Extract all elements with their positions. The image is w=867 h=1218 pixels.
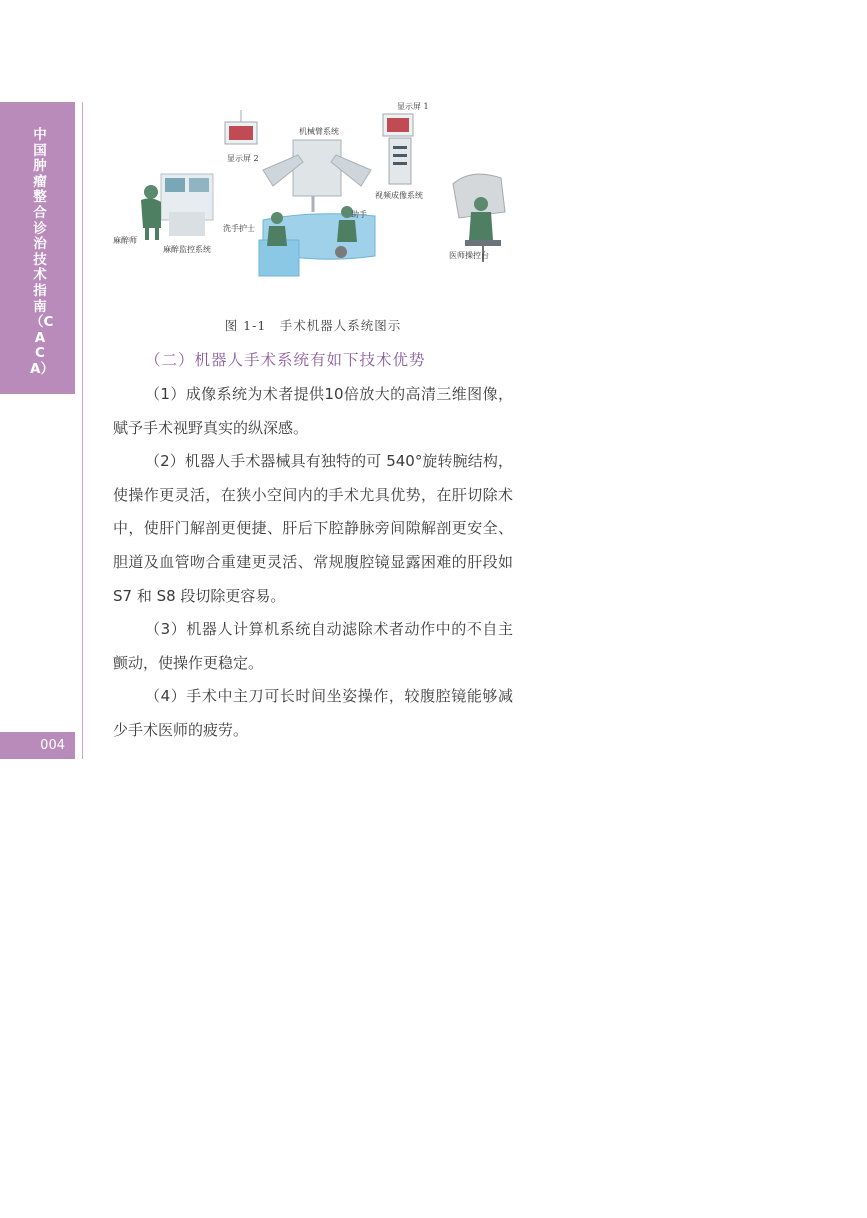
margin-rule — [82, 102, 83, 759]
figure-caption: 图 1-1 手术机器人系统图示 — [224, 318, 402, 333]
book-title-vertical: 中国肿瘤整合诊治技术指南（CACA） — [30, 127, 54, 377]
paragraph-2: （2）机器人手术器械具有独特的可 540°旋转腕结构，使操作更灵活，在狭小空间内的手术尤具优势，在肝切除术中，使肝门解剖更便捷、肝后下腔静脉旁间隙解剖更安全、胆道及血管吻合重建更灵活、常规腹腔镜显露困难的肝段如 S7 和 S8 段切除更容易。 — [113, 452, 513, 605]
paragraph-4: （4）手术中主刀可长时间坐姿操作，较腹腔镜能够减少手术医师的疲劳。 — [113, 687, 513, 739]
robot-system-figure — [113, 100, 513, 300]
body-text — [113, 378, 513, 748]
anesthesia-station-illustration — [141, 174, 213, 240]
label-video-system: 视频成像系统 — [375, 191, 423, 200]
robotic-arm-illustration — [263, 140, 371, 212]
surgeon-console-illustration — [453, 174, 505, 262]
label-scrub-nurse: 洗手护士 — [223, 224, 255, 233]
label-display-1: 显示屏 1 — [397, 102, 429, 111]
section-heading: （二）机器人手术系统有如下技术优势 — [145, 351, 426, 369]
display-2-illustration — [225, 110, 257, 144]
label-surgeon-console: 医师操控台 — [449, 251, 489, 260]
label-anesthetist: 麻醉师 — [113, 236, 137, 245]
video-tower-illustration — [383, 114, 413, 184]
label-assistant: 助手 — [351, 210, 367, 219]
page-number: 004 — [0, 732, 75, 759]
label-anesthesia-monitor: 麻醉监控系统 — [163, 245, 211, 254]
label-arm-system: 机械臂系统 — [299, 127, 339, 136]
label-display-2: 显示屏 2 — [227, 154, 259, 163]
paragraph-1: （1）成像系统为术者提供10倍放大的高清三维图像，赋予手术视野真实的纵深感。 — [113, 385, 513, 437]
paragraph-3: （3）机器人计算机系统自动滤除术者动作中的不自主颤动，使操作更稳定。 — [113, 620, 513, 672]
